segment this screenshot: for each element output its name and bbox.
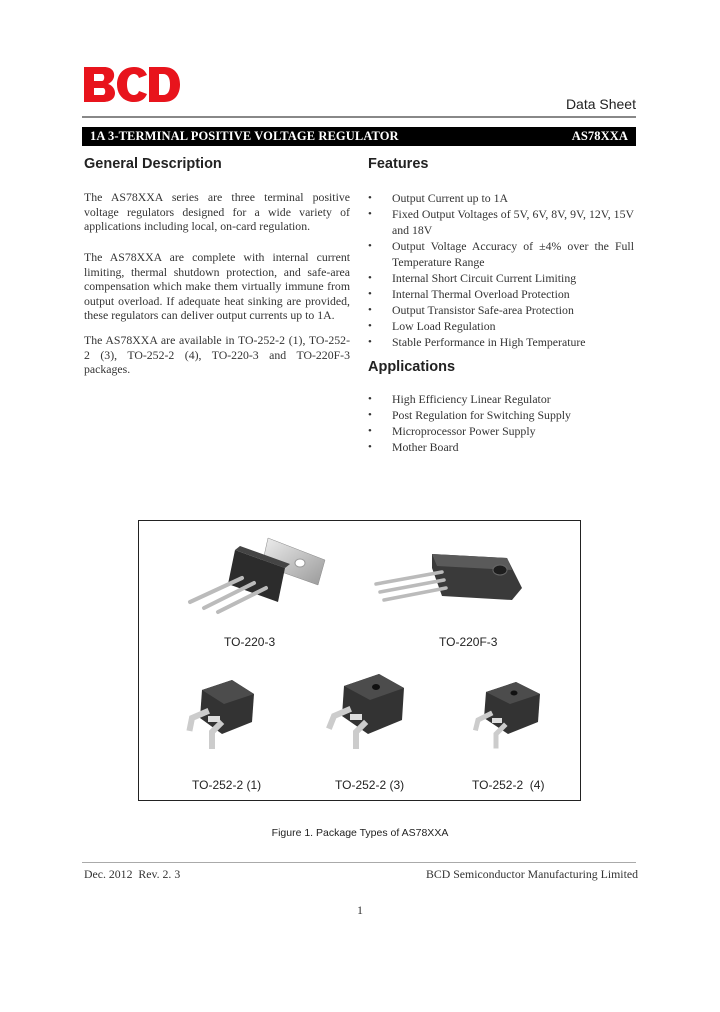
application-item: • Microprocessor Power Supply [368,423,634,439]
features-heading: Features [368,156,429,172]
feature-item: • Output Voltage Accuracy of ±4% over the Full Temperature Range [368,238,634,270]
page-number: 1 [357,903,363,917]
feature-item: • Output Transistor Safe-area Protection [368,302,634,318]
package-label: TO-252-2 (3) [335,778,405,792]
feature-item: • Low Load Regulation [368,318,634,334]
to-252-2-3-package-image [324,668,414,752]
title-bar [82,127,636,146]
feature-item: • Internal Short Circuit Current Limiting [368,270,634,286]
description-paragraph-1: The AS78XXA series are three terminal positive voltage regulators designed for a wide variety of applications including local, on-card regulation. [84,190,350,233]
applications-heading: Applications [368,359,456,375]
to-220f-3-package-image [372,548,532,608]
to-252-2-4-package-image [470,676,550,754]
package-label: TO-252-2 (4) [472,778,545,792]
to-252-2-1-package-image [182,672,262,752]
feature-item: • Fixed Output Voltages of 5V, 6V, 8V, 9V, 12V, 15V and 18V [368,206,634,238]
header-divider [82,116,636,118]
feature-item: • Stable Performance in High Temperature [368,334,634,350]
doc-type-label: Data Sheet [565,96,636,112]
footer-date-revision: Dec. 2012 Rev. 2. 3 [84,867,181,881]
part-number: AS78XXA [571,129,628,143]
to-220-3-package-image [180,530,330,615]
package-label: TO-252-2 (1) [192,778,262,792]
figure-caption: Figure 1. Package Types of AS78XXA [271,827,449,839]
footer-divider [82,862,636,863]
application-item: • Mother Board [368,439,634,455]
applications-list [368,391,634,455]
description-paragraph-3: The AS78XXA are available in TO-252-2 (1), TO-252-2 (3), TO-252-2 (4), TO-220-3 and TO-220F-3 packages. [84,333,350,376]
package-label: TO-220-3 [224,635,276,649]
feature-item: • Output Current up to 1A [368,190,634,206]
general-description-heading: General Description [84,156,222,172]
application-item: • Post Regulation for Switching Supply [368,407,634,423]
document-title: 1A 3-TERMINAL POSITIVE VOLTAGE REGULATOR [90,129,399,143]
footer-company: BCD Semiconductor Manufacturing Limited [426,867,638,881]
description-paragraph-2: The AS78XXA are complete with internal current limiting, thermal shutdown protection, and safe-area compensation which make them virtually immune from output overload. If adequate heat sinking are provided, these regulators can deliver output currents up to 1A. [84,250,350,322]
feature-item: • Internal Thermal Overload Protection [368,286,634,302]
bcd-logo [82,64,182,104]
package-label: TO-220F-3 [439,635,498,649]
features-list [368,190,634,350]
application-item: • High Efficiency Linear Regulator [368,391,634,407]
